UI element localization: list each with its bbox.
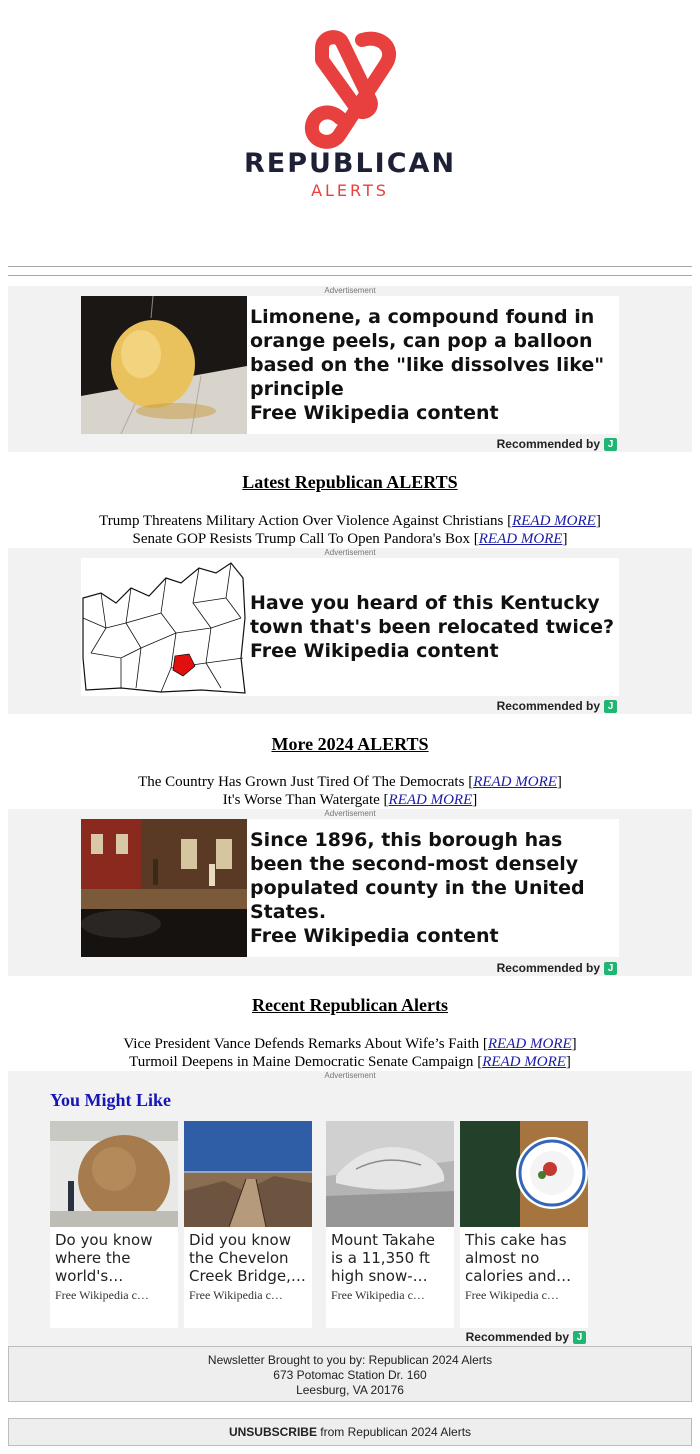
- recommendation-card[interactable]: [326, 1121, 454, 1328]
- ad-label: Advertisement: [324, 1071, 376, 1080]
- news-item: Turmoil Deepens in Maine Democratic Senate Campaign [READ MORE]: [129, 1054, 571, 1070]
- ad-label: Advertisement: [324, 548, 376, 557]
- ad-image[interactable]: [81, 819, 247, 957]
- ad-block: [8, 548, 692, 714]
- ad-headline[interactable]: Have you heard of this Kentucky town that's been relocated twice? Free Wikipedia content: [250, 592, 615, 662]
- section-title: Latest Republican ALERTS: [242, 472, 458, 492]
- card-image[interactable]: [326, 1121, 454, 1227]
- recommended-by[interactable]: Recommended by J: [497, 699, 617, 713]
- footer-city: Leesburg, VA 20176: [296, 1383, 404, 1397]
- card-image[interactable]: [460, 1121, 588, 1227]
- card-source: Free Wikipedia c…: [465, 1288, 559, 1302]
- card-image[interactable]: [50, 1121, 178, 1227]
- unsubscribe-text: from Republican 2024 Alerts: [316, 1425, 472, 1439]
- ad-label: Advertisement: [324, 809, 376, 818]
- unsubscribe-bar[interactable]: [8, 1418, 692, 1446]
- logo-mark-icon: [300, 30, 400, 150]
- recommended-by[interactable]: Recommended by J: [497, 437, 617, 451]
- card-image[interactable]: [184, 1121, 312, 1227]
- you-might-like-widget: [8, 1071, 692, 1346]
- section-title: Recent Republican Alerts: [252, 995, 448, 1015]
- ad-image[interactable]: [81, 558, 247, 696]
- recommender-logo-icon: J: [573, 1331, 586, 1344]
- read-more-link[interactable]: READ MORE: [512, 513, 596, 529]
- news-item: It's Worse Than Watergate [READ MORE]: [222, 792, 478, 808]
- ad-card[interactable]: [81, 296, 619, 434]
- ad-headline[interactable]: Limonene, a compound found in orange peels, can pop a balloon based on the "like dissolves like" principle Free Wikipedia content: [250, 306, 605, 424]
- card-title[interactable]: This cake has almost no calories and: [465, 1231, 567, 1285]
- footer-sender: Newsletter Brought to you by: Republican 2024 Alerts: [207, 1353, 493, 1367]
- widget-title: You Might Like: [50, 1090, 172, 1110]
- news-item: The Country Has Grown Just Tired Of The Democrats [READ MORE]: [138, 774, 562, 790]
- recommendation-card[interactable]: [460, 1121, 588, 1328]
- brand-logo: [0, 0, 700, 250]
- recommended-by[interactable]: Recommended by J: [497, 961, 617, 975]
- card-source: Free Wikipedia c…: [331, 1288, 425, 1302]
- read-more-link[interactable]: READ MORE: [388, 792, 473, 808]
- ad-label: Advertisement: [324, 286, 376, 295]
- recommended-by[interactable]: Recommended by J: [466, 1330, 586, 1344]
- ad-image[interactable]: [81, 296, 247, 434]
- recommender-logo-icon: J: [604, 438, 617, 451]
- recommender-logo-icon: J: [604, 962, 617, 975]
- read-more-link[interactable]: READ MORE: [487, 1036, 572, 1052]
- read-more-link[interactable]: READ MORE: [482, 1054, 566, 1070]
- read-more-link[interactable]: READ MORE: [473, 774, 557, 790]
- ad-block: [8, 809, 692, 976]
- divider: [8, 275, 692, 276]
- footer-address: 673 Potomac Station Dr. 160: [273, 1368, 427, 1382]
- ad-block: [8, 286, 692, 452]
- ad-card[interactable]: [81, 819, 619, 957]
- recommendation-card[interactable]: [184, 1121, 312, 1328]
- news-item: Vice President Vance Defends Remarks About Wife’s Faith [READ MORE]: [123, 1036, 577, 1052]
- news-item: Trump Threatens Military Action Over Violence Against Christians [READ MORE]: [99, 513, 601, 529]
- card-source: Free Wikipedia c…: [55, 1288, 149, 1302]
- recommender-logo-icon: J: [604, 700, 617, 713]
- card-title[interactable]: Did you know the Chevelon Creek Bridge,…: [189, 1231, 306, 1285]
- unsubscribe-link[interactable]: UNSUBSCRIBE: [228, 1425, 317, 1439]
- newsletter-footer: [8, 1346, 692, 1402]
- card-source: Free Wikipedia c…: [189, 1288, 283, 1302]
- recommendation-card[interactable]: [50, 1121, 178, 1328]
- brand-name: REPUBLICAN: [243, 148, 457, 179]
- brand-subtitle: ALERTS: [311, 181, 389, 200]
- news-item: Senate GOP Resists Trump Call To Open Pandora's Box [READ MORE]: [132, 531, 568, 547]
- ad-card[interactable]: [81, 558, 619, 696]
- card-title[interactable]: Do you know where the world's: [55, 1231, 153, 1285]
- section-title: More 2024 ALERTS: [271, 734, 429, 754]
- ad-headline[interactable]: Since 1896, this borough has been the second-most densely populated county in the United States. Free Wikipedia content: [250, 829, 585, 947]
- read-more-link[interactable]: READ MORE: [478, 531, 563, 547]
- card-title[interactable]: Mount Takahe is a 11,350 ft high snow-: [331, 1231, 436, 1285]
- divider: [8, 266, 692, 267]
